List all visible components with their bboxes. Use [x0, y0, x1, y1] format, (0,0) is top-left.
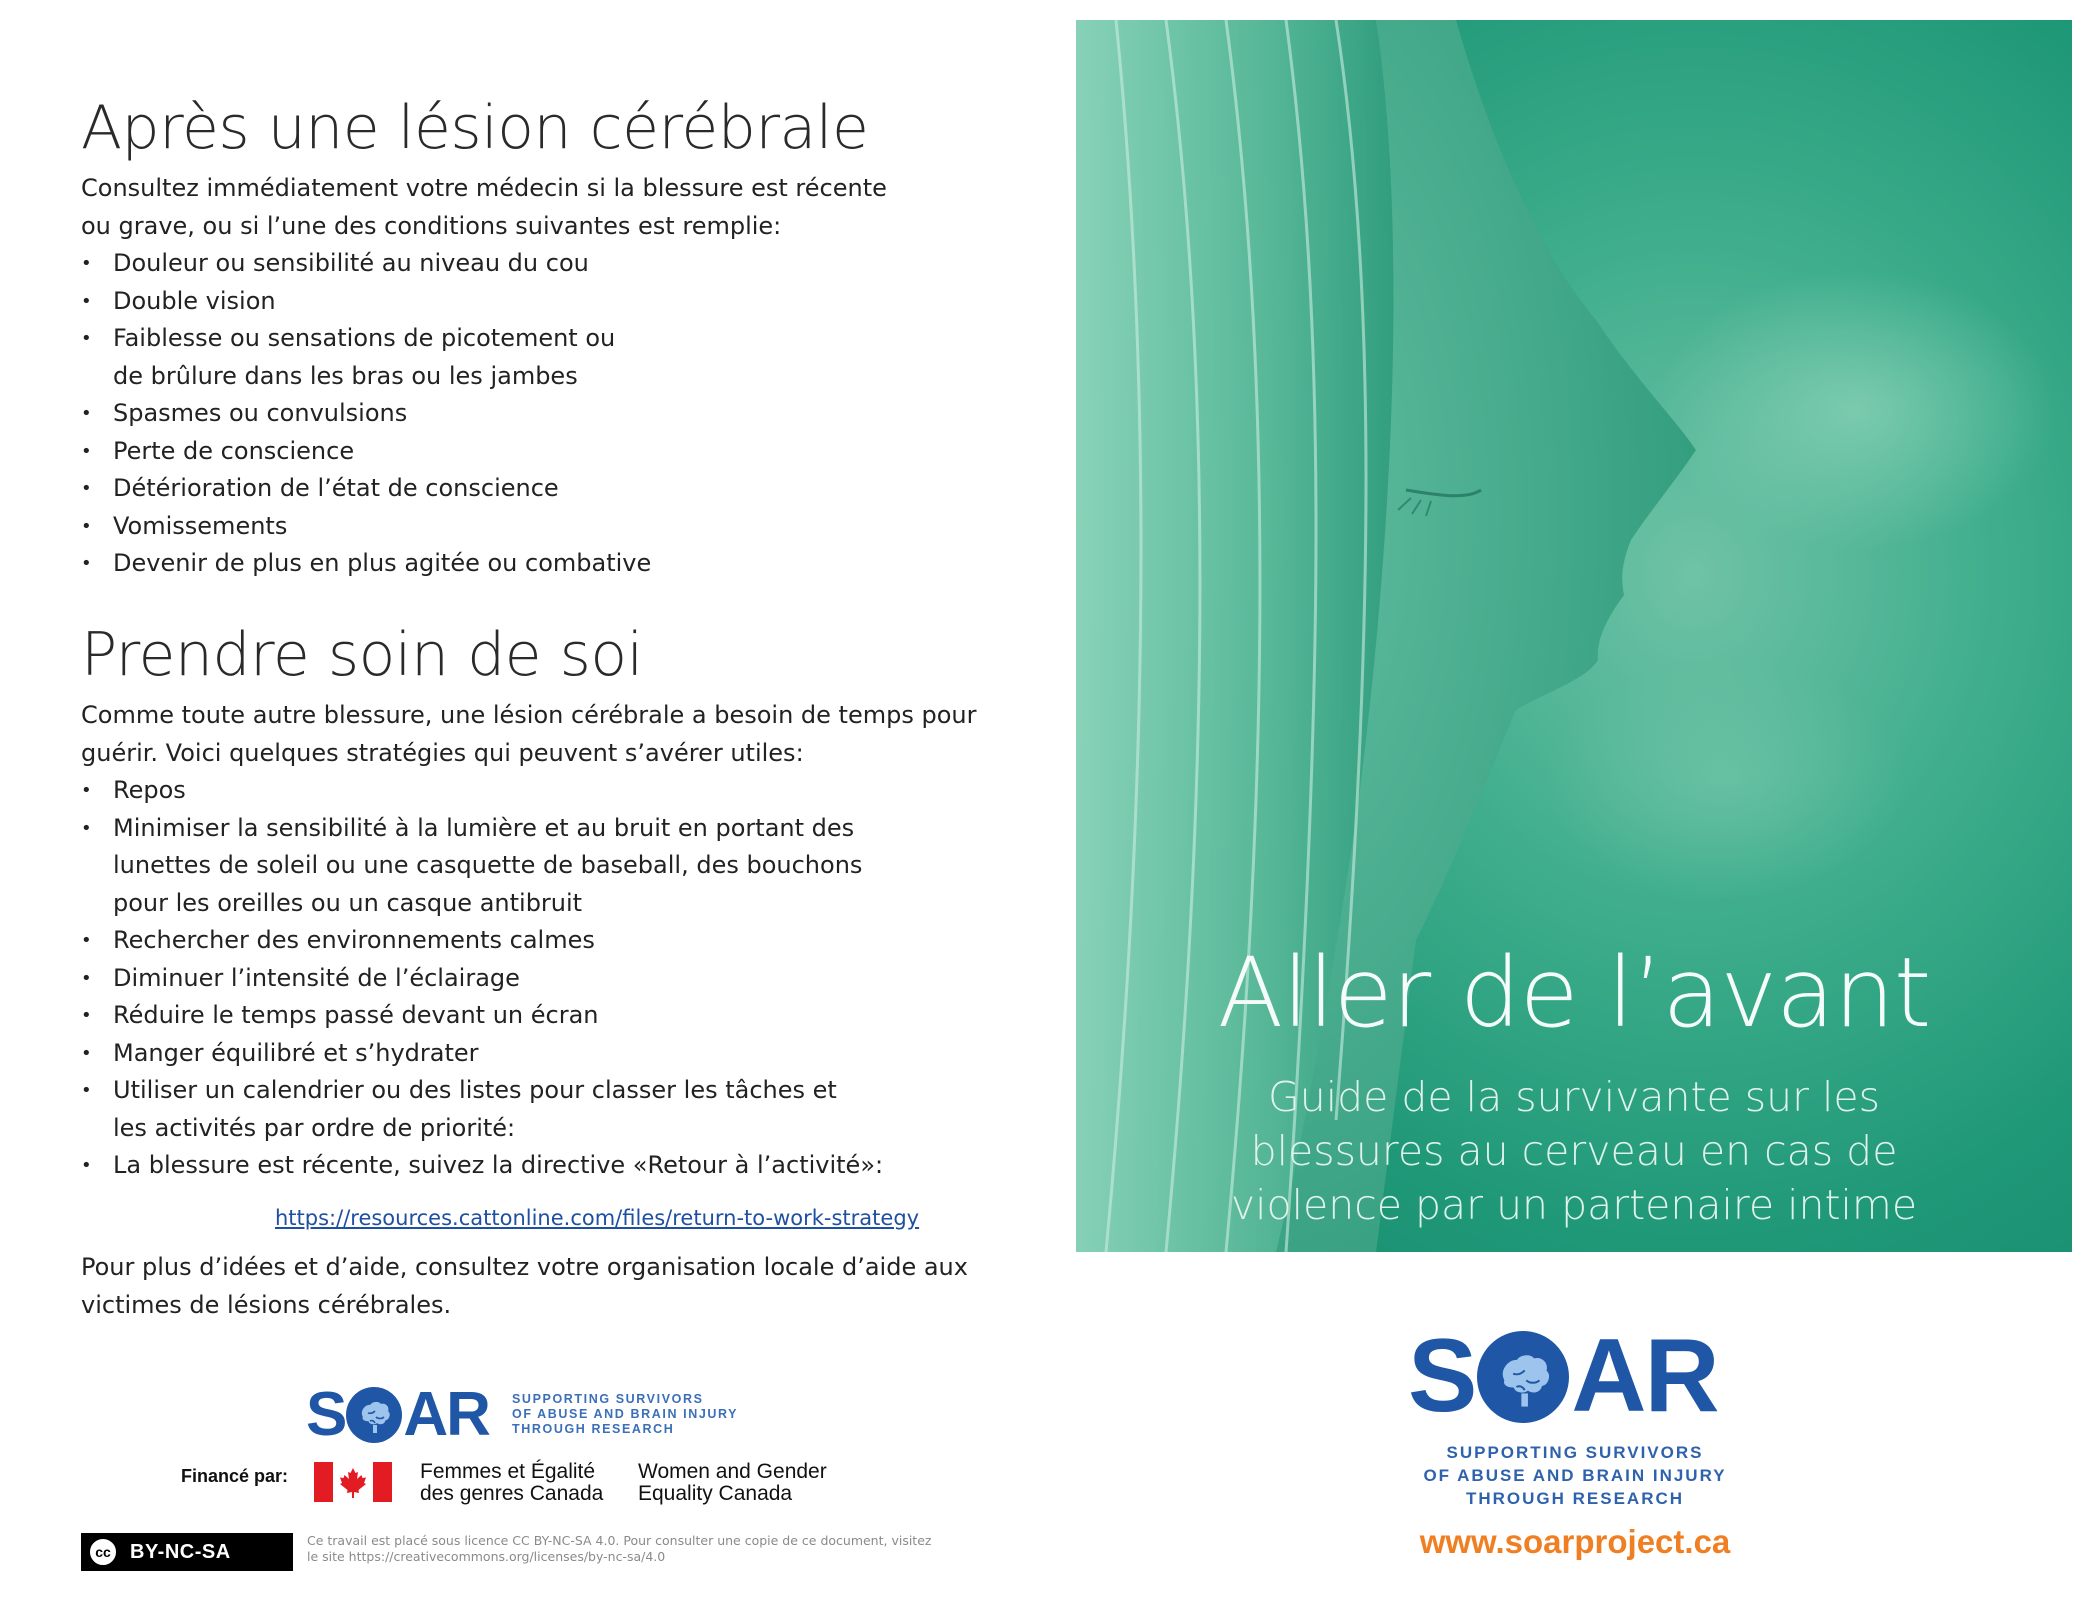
- list-item-line: les activités par ordre de priorité:: [113, 1113, 516, 1142]
- gov-name-en: [638, 1461, 827, 1505]
- soar-logo-large: [1408, 1318, 1718, 1434]
- tagline-line: SUPPORTING SURVIVORS: [512, 1392, 704, 1406]
- list-item: • Diminuer l’intensité de l’éclairage: [81, 960, 883, 998]
- tagline-line: OF ABUSE AND BRAIN INJURY: [512, 1407, 739, 1421]
- list-item-line: de brûlure dans les bras ou les jambes: [113, 361, 578, 390]
- tagline-line: SUPPORTING SURVIVORS: [1446, 1443, 1704, 1462]
- return-to-work-link[interactable]: https://resources.cattonline.com/files/return-to-work-strategy: [275, 1206, 920, 1230]
- list-item: • Vomissements: [81, 508, 651, 546]
- symptom-list: [81, 245, 651, 583]
- intro-line: guérir. Voici quelques stratégies qui peuvent s’avérer utiles:: [81, 738, 804, 767]
- website-link[interactable]: www.soarproject.ca: [1419, 1523, 1731, 1560]
- tagline-line: OF ABUSE AND BRAIN INJURY: [1423, 1466, 1727, 1485]
- outro-line: Pour plus d’idées et d’aide, consultez votre organisation locale d’aide aux: [81, 1253, 968, 1281]
- intro-line: Consultez immédiatement votre médecin si la blessure est récente: [81, 174, 887, 202]
- gov-line: des genres Canada: [420, 1482, 604, 1505]
- cover-subtitle: [1076, 1070, 2072, 1232]
- brain-icon: [1477, 1331, 1569, 1423]
- woman-profile-illustration: [1076, 20, 2072, 1252]
- tagline-line: THROUGH RESEARCH: [512, 1422, 675, 1436]
- list-item: • La blessure est récente, suivez la directive «Retour à l’activité»:: [81, 1147, 883, 1185]
- cover-image: [1076, 20, 2072, 1252]
- section-title-self-care: Prendre soin de soi: [81, 620, 643, 690]
- list-item-line: lunettes de soleil ou une casquette de baseball, des bouchons: [113, 851, 863, 879]
- list-item: • Double vision: [81, 283, 651, 321]
- gov-line: Women and Gender: [638, 1460, 827, 1483]
- license-text: [307, 1533, 957, 1565]
- gov-name-fr: [420, 1461, 603, 1505]
- list-item-line: pour les oreilles ou un casque antibruit: [113, 888, 583, 917]
- list-item: • Spasmes ou convulsions: [81, 395, 651, 433]
- canada-flag-icon: [314, 1462, 392, 1502]
- list-item-line: Faiblesse ou sensations de picotement ou: [113, 324, 616, 352]
- list-item: • Perte de conscience: [81, 433, 651, 471]
- license-line: Ce travail est placé sous licence CC BY-NC-SA 4.0. Pour consulter une copie de ce document, visitez: [307, 1533, 932, 1548]
- intro-line: ou grave, ou si l’une des conditions suivantes est remplie:: [81, 211, 782, 240]
- cover-title: Aller de l’avant: [1217, 937, 1931, 1049]
- license-line: le site https://creativecommons.org/licenses/by-nc-sa/4.0: [307, 1549, 666, 1564]
- list-item: • Rechercher des environnements calmes: [81, 922, 883, 960]
- list-item: • Réduire le temps passé devant un écran: [81, 997, 883, 1035]
- section-intro: [81, 697, 976, 772]
- list-item-line: Minimiser la sensibilité à la lumière et au bruit en portant des: [113, 813, 855, 842]
- tagline-line: THROUGH RESEARCH: [1465, 1489, 1685, 1508]
- gov-line: Femmes et Égalité: [420, 1460, 596, 1483]
- logo-letters: AR: [1571, 1318, 1718, 1434]
- logo-letter: S: [306, 1380, 346, 1449]
- gov-line: Equality Canada: [638, 1482, 793, 1505]
- cc-license-badge[interactable]: [81, 1533, 293, 1571]
- subtitle-line: violence par un partenaire intime: [1230, 1181, 1918, 1229]
- subtitle-line: Guide de la survivante sur les: [1267, 1073, 1881, 1121]
- strategy-list: [81, 772, 883, 1185]
- list-item: [81, 1072, 883, 1147]
- subtitle-line: blessures au cerveau en cas de: [1250, 1127, 1898, 1175]
- soar-tagline-small: [512, 1392, 738, 1437]
- list-item: [81, 320, 651, 395]
- logo-letter: S: [1408, 1318, 1476, 1434]
- intro-line: Comme toute autre blessure, une lésion cérébrale a besoin de temps pour: [81, 701, 977, 729]
- funded-by-label: Financé par:: [181, 1466, 289, 1486]
- cc-label: BY-NC-SA: [130, 1540, 231, 1563]
- list-item: • Manger équilibré et s’hydrater: [81, 1035, 883, 1073]
- soar-logo-small: [306, 1380, 489, 1449]
- logo-letters: AR: [403, 1380, 489, 1449]
- brain-icon: [346, 1387, 402, 1443]
- section-intro: [81, 170, 887, 245]
- cc-icon: cc: [88, 1537, 118, 1567]
- outro-line: victimes de lésions cérébrales.: [81, 1290, 452, 1319]
- soar-tagline-large: [1400, 1441, 1750, 1510]
- list-item: [81, 810, 883, 923]
- section-title-after-injury: Après une lésion cérébrale: [81, 93, 869, 163]
- list-item: • Détérioration de l’état de conscience: [81, 470, 651, 508]
- list-item: • Devenir de plus en plus agitée ou combative: [81, 545, 651, 583]
- list-item: • Repos: [81, 772, 883, 810]
- list-item: • Douleur ou sensibilité au niveau du cou: [81, 245, 651, 283]
- section-outro: [81, 1249, 968, 1324]
- list-item-line: Utiliser un calendrier ou des listes pour classer les tâches et: [113, 1076, 837, 1104]
